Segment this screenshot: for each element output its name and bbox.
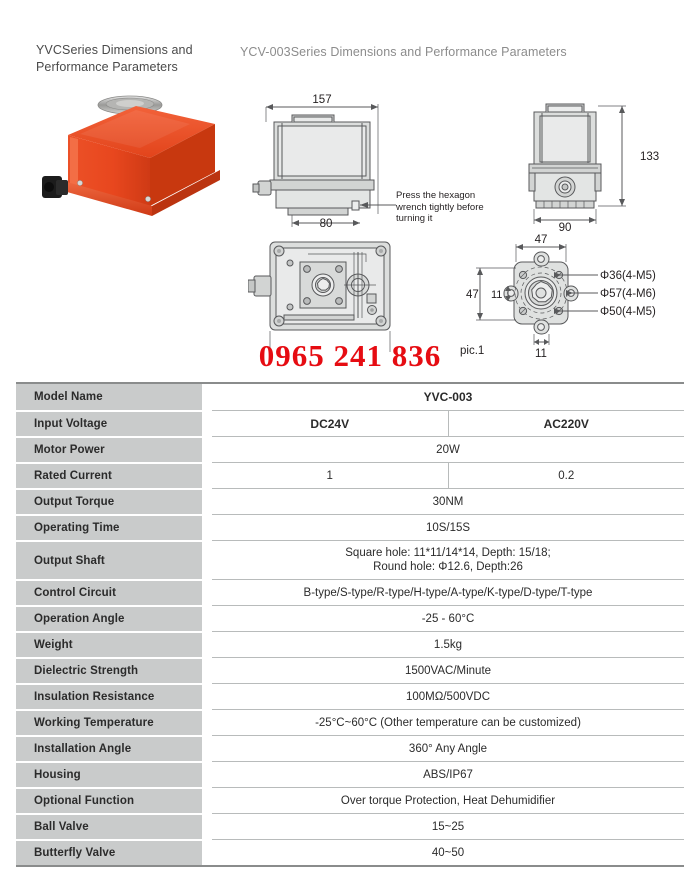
table-row [16, 436, 684, 462]
table-row [16, 813, 684, 839]
row-value: 10S/15S [425, 521, 471, 534]
row-value: 40~50 [431, 846, 465, 859]
row-value-group [212, 657, 684, 683]
table-row [16, 540, 684, 579]
row-label: Optional Function [16, 787, 202, 813]
drawing-side-view [248, 82, 498, 232]
row-value: 0.2 [448, 463, 685, 488]
row-label: Insulation Resistance [16, 683, 202, 709]
specification-table [16, 382, 684, 867]
table-row [16, 839, 684, 865]
row-value: -25 - 60°C [421, 612, 475, 625]
row-value: 30NM [432, 495, 464, 508]
row-label: Output Shaft [16, 540, 202, 579]
dim-side-width: 157 [312, 94, 332, 106]
dim-flange-top: 47 [534, 234, 548, 246]
row-value: -25°C~60°C (Other temperature can be customized) [315, 716, 581, 729]
row-value-group [212, 813, 684, 839]
row-label: Installation Angle [16, 735, 202, 761]
table-row [16, 735, 684, 761]
drawing-front-view [498, 82, 694, 232]
row-value-group [212, 735, 684, 761]
row-value-group [212, 384, 684, 410]
row-value: 360° Any Angle [408, 742, 488, 755]
row-value-group [212, 787, 684, 813]
row-value: ABS/IP67 [423, 768, 473, 781]
row-value-group [212, 605, 684, 631]
row-label: Model Name [16, 384, 202, 410]
row-value: 15~25 [431, 820, 465, 833]
dim-front-height: 133 [640, 151, 660, 163]
row-label: Control Circuit [16, 579, 202, 605]
row-value: AC220V [448, 411, 685, 436]
row-label: Motor Power [16, 436, 202, 462]
row-value: 1500VAC/Minute [404, 664, 492, 677]
row-value: Over torque Protection, Heat Dehumidifier [340, 794, 556, 807]
dim-flange-bottom: 11 [535, 348, 547, 360]
heading-left-model: YVC [36, 43, 63, 57]
row-value-group [212, 540, 684, 579]
row-value-group [212, 436, 684, 462]
callout-phi50: Φ50(4-M5) [600, 306, 656, 318]
row-value-group [212, 514, 684, 540]
row-value: 1 [326, 469, 333, 482]
table-row [16, 462, 684, 488]
row-value: 1.5kg [433, 638, 463, 651]
heading-left [36, 42, 236, 76]
row-label: Dielectric Strength [16, 657, 202, 683]
row-value-group [212, 488, 684, 514]
row-label: Butterfly Valve [16, 839, 202, 865]
heading-left-text: Series Dimensions and Performance Parameters [36, 43, 193, 74]
row-label: Operating Time [16, 514, 202, 540]
row-value-group [212, 462, 684, 488]
table-row [16, 761, 684, 787]
table-row [16, 631, 684, 657]
heading-right [240, 45, 567, 59]
row-value-group [212, 839, 684, 865]
row-value: Square hole: 11*11/14*14, Depth: 15/18; Round hole: Φ12.6, Depth:26 [345, 547, 551, 573]
row-value: B-type/S-type/R-type/H-type/A-type/K-type/D-type/T-type [303, 586, 593, 599]
heading-right-model: YCV-003 [240, 45, 291, 59]
row-value: 100MΩ/500VDC [405, 690, 491, 703]
table-row [16, 514, 684, 540]
row-value-group [212, 709, 684, 735]
table-row [16, 488, 684, 514]
row-label: Weight [16, 631, 202, 657]
hexagon-wrench-note: Press the hexagon wrench tightly before turning it [396, 190, 484, 224]
callout-phi57: Φ57(4-M6) [600, 288, 656, 300]
table-row [16, 657, 684, 683]
callout-phi36: Φ36(4-M5) [600, 270, 656, 282]
table-row [16, 709, 684, 735]
row-label: Operation Angle [16, 605, 202, 631]
table-row [16, 605, 684, 631]
row-label: Output Torque [16, 488, 202, 514]
row-label: Input Voltage [16, 410, 202, 436]
row-value-group [212, 631, 684, 657]
row-label: Rated Current [16, 462, 202, 488]
flange-caption: pic.1 [460, 345, 485, 357]
product-photo [40, 88, 235, 218]
table-row [16, 384, 684, 410]
row-label: Ball Valve [16, 813, 202, 839]
table-row [16, 579, 684, 605]
row-value-group [212, 579, 684, 605]
row-value-group [212, 761, 684, 787]
dim-flange-left: 47 [466, 289, 479, 301]
dim-side-base: 80 [319, 218, 333, 230]
row-value: 20W [436, 443, 460, 456]
table-row [16, 787, 684, 813]
row-value-group [212, 410, 684, 436]
row-value: YVC-003 [423, 390, 473, 404]
contact-phone-number: 0965 241 836 [258, 338, 442, 373]
dim-flange-inner-left: 11 [491, 289, 503, 301]
table-row [16, 683, 684, 709]
row-value-group [212, 683, 684, 709]
row-label: Housing [16, 761, 202, 787]
dim-front-width: 90 [558, 222, 572, 232]
heading-right-text: Series Dimensions and Performance Parameters [290, 45, 567, 59]
row-label: Working Temperature [16, 709, 202, 735]
row-value: DC24V [310, 416, 350, 431]
table-row [16, 410, 684, 436]
